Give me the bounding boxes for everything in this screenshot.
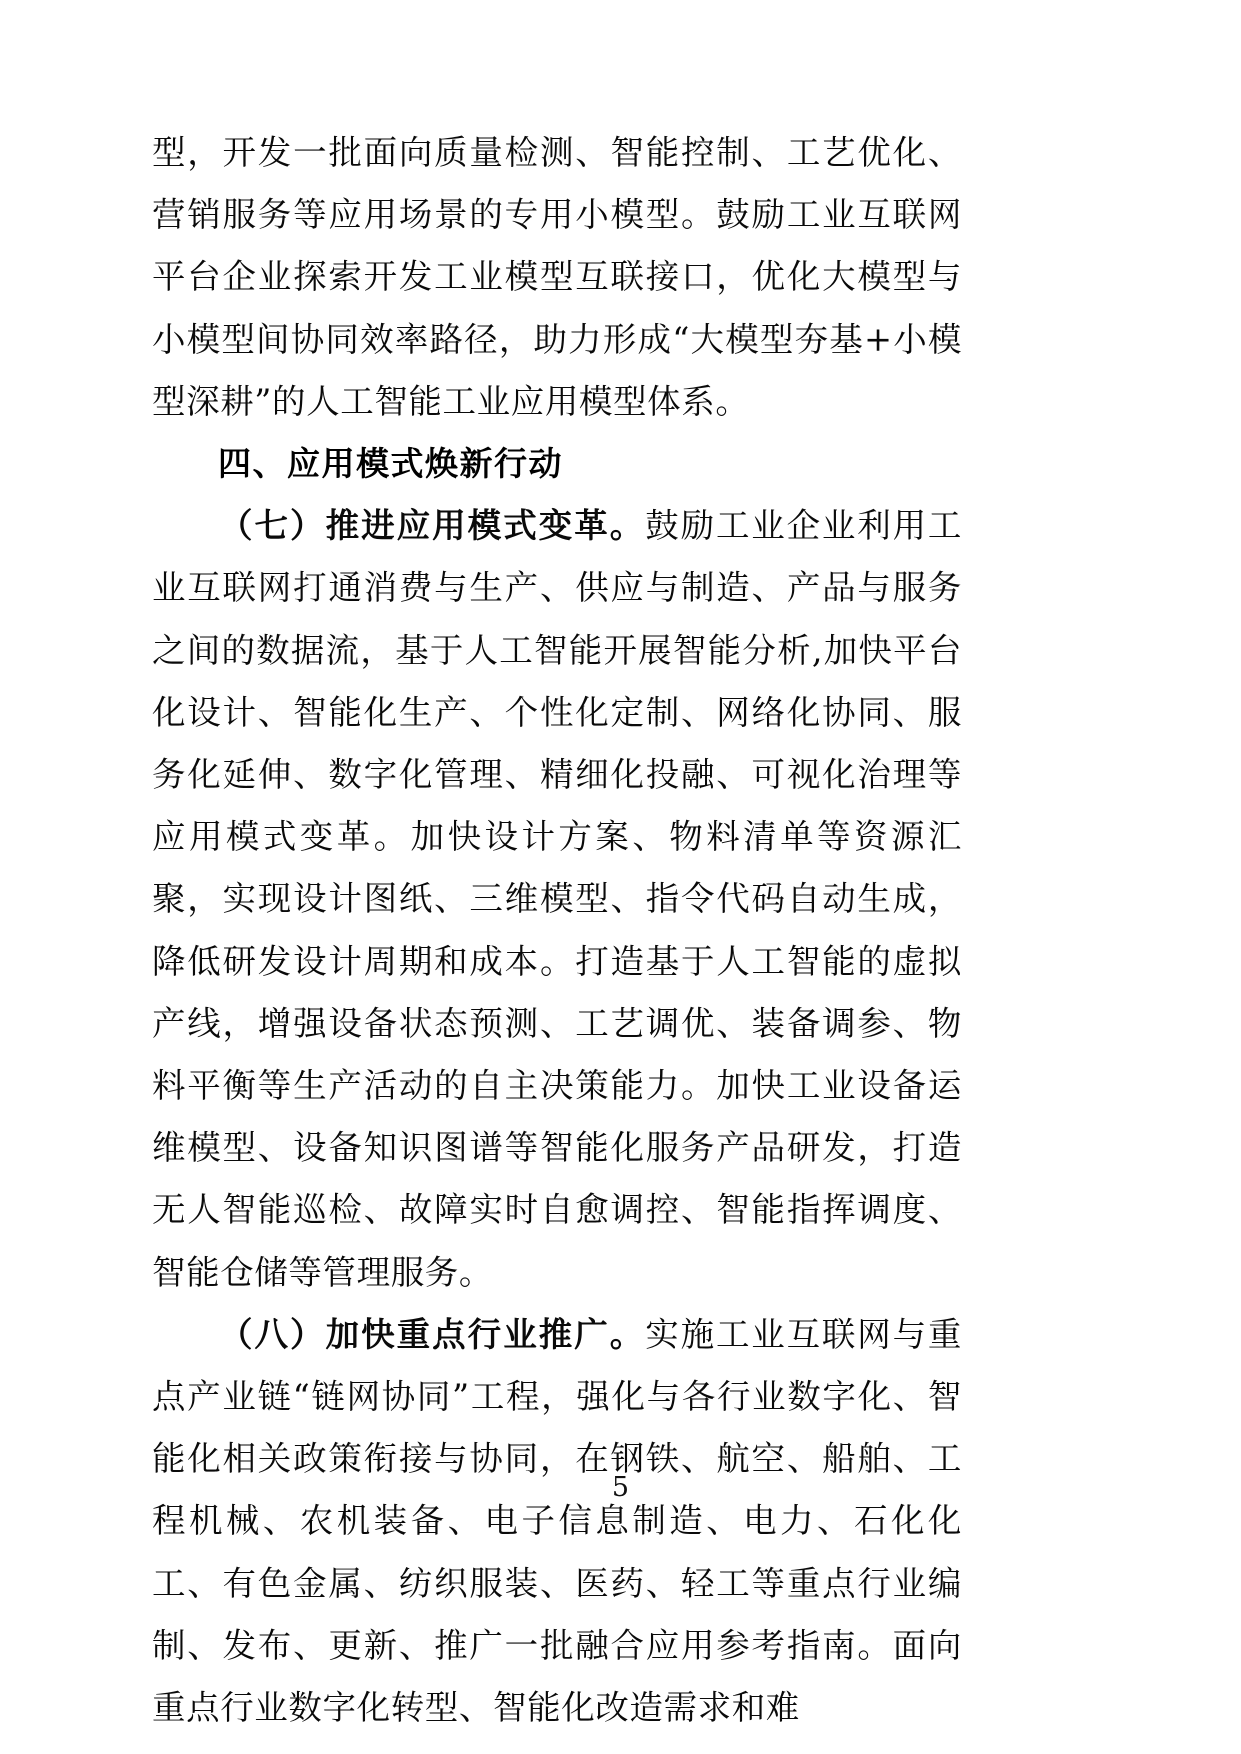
paragraph-item-seven-lead: （七）推进应用模式变革。 bbox=[219, 506, 646, 546]
paragraph-item-seven bbox=[152, 495, 962, 1304]
paragraph-item-eight bbox=[152, 1304, 962, 1739]
paragraph-item-eight-body: 实施工业互联网与重点产业链“链网协同”工程，强化与各行业数字化、智能化相关政策衔接与协同，在钢铁、航空、船舶、工程机械、农机装备、电子信息制造、电力、石化化工、有色金属、纺织服装、医药、轻工等重点行业编制、发布、更新、推广一批融合应用参考指南。面向重点行业数字化转型、智能化改造需求和难 bbox=[152, 1314, 962, 1728]
paragraph-continued: 型，开发一批面向质量检测、智能控制、工艺优化、营销服务等应用场景的专用小模型。鼓励工业互联网平台企业探索开发工业模型互联接口，优化大模型与小模型间协同效率路径，助力形成“大模型夯基+小模型深耕”的人工智能工业应用模型体系。 bbox=[152, 133, 962, 421]
page-number: 5 bbox=[611, 1472, 630, 1503]
paragraph-item-eight-lead: （八）加快重点行业推广。 bbox=[219, 1314, 646, 1354]
section-heading-four: 四、应用模式焕新行动 bbox=[218, 444, 563, 484]
paragraph-item-seven-body: 鼓励工业企业利用工业互联网打通消费与生产、供应与制造、产品与服务之间的数据流，基于人工智能开展智能分析,加快平台化设计、智能化生产、个性化定制、网络化协同、服务化延伸、数字化管理、精细化投融、可视化治理等应用模式变革。加快设计方案、物料清单等资源汇聚，实现设计图纸、三维模型、指令代码自动生成，降低研发设计周期和成本。打造基于人工智能的虚拟产线，增强设备状态预测、工艺调优、装备调参、物料平衡等生产活动的自主决策能力。加快工业设备运维模型、设备知识图谱等智能化服务产品研发，打造无人智能巡检、故障实时自愈调控、智能指挥调度、智能仓储等管理服务。 bbox=[152, 506, 962, 1292]
